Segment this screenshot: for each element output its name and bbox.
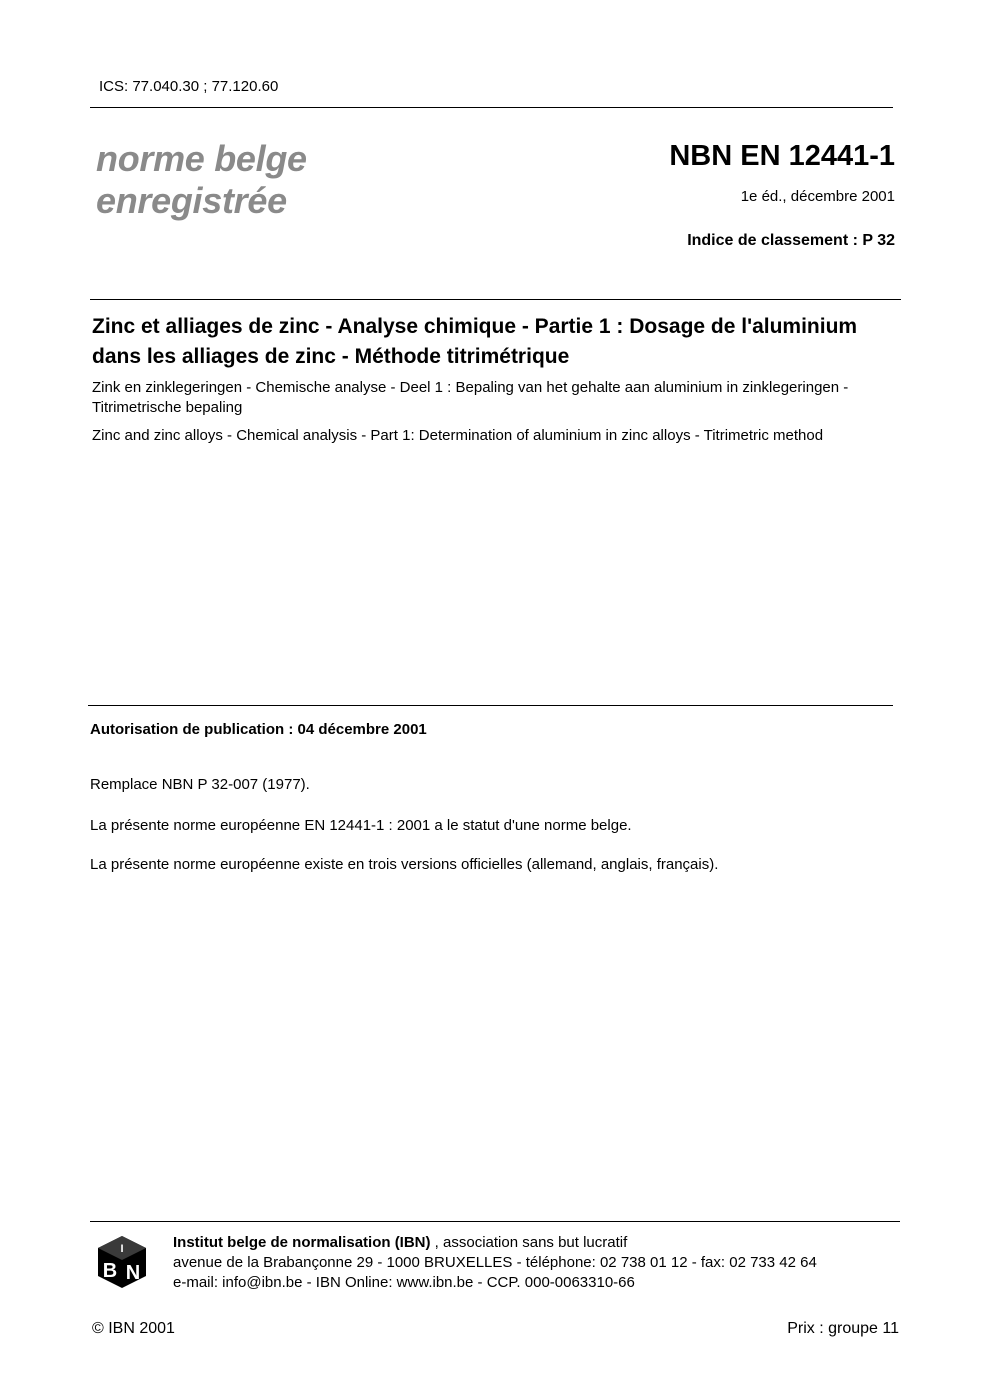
brand-title [96,138,307,222]
publisher-name: Institut belge de normalisation (IBN) [173,1234,431,1251]
copyright: © IBN 2001 [92,1320,175,1337]
title-french: Zinc et alliages de zinc - Analyse chimique - Partie 1 : Dosage de l'aluminium dans les alliages de zinc - Méthode titrimétrique [92,315,858,368]
status-note: La présente norme européenne EN 12441-1 : 2001 a le statut d'une norme belge. [90,817,632,834]
header-rule [90,107,893,108]
publisher-info [173,1233,817,1293]
brand-line-2: enregistrée [96,180,287,221]
edition-date: 1e éd., décembre 2001 [740,188,895,205]
versions-note: La présente norme européenne existe en trois versions officielles (allemand, anglais, français). [90,856,719,873]
logo-letter-b: B [102,1260,118,1282]
title-top-rule [90,299,901,300]
ics-codes: ICS: 77.040.30 ; 77.120.60 [99,78,279,95]
publisher-address: avenue de la Brabançonne 29 - 1000 BRUXELLES - téléphone: 02 738 01 12 - fax: 02 733 42 64 [173,1254,817,1271]
publication-authorization: Autorisation de publication : 04 décembre 2001 [90,721,427,738]
publisher-type: , association sans but lucratif [430,1234,628,1251]
title-english: Zinc and zinc alloys - Chemical analysis - Part 1: Determination of aluminium in zinc alloys - Titrimetric method [92,427,824,444]
footer-rule [90,1221,900,1222]
standard-number: NBN EN 12441-1 [669,140,895,172]
publisher-line [173,1233,817,1253]
logo-letter-i: I [120,1243,124,1255]
brand-line-1: norme belge [96,138,307,179]
logo-letter-n: N [125,1262,141,1284]
publisher-contact: e-mail: info@ibn.be - IBN Online: www.ibn.be - CCP. 000-0063310-66 [173,1274,635,1291]
replaces-note: Remplace NBN P 32-007 (1977). [90,776,310,793]
publication-rule [88,705,893,706]
title-dutch: Zink en zinklegeringen - Chemische analyse - Deel 1 : Bepaling van het gehalte aan aluminium in zinklegeringen - Titrimetrische bepaling [92,379,849,416]
classification-index: Indice de classement : P 32 [687,232,895,249]
ibn-logo [96,1234,148,1290]
price-group: Prix : groupe 11 [787,1320,899,1337]
